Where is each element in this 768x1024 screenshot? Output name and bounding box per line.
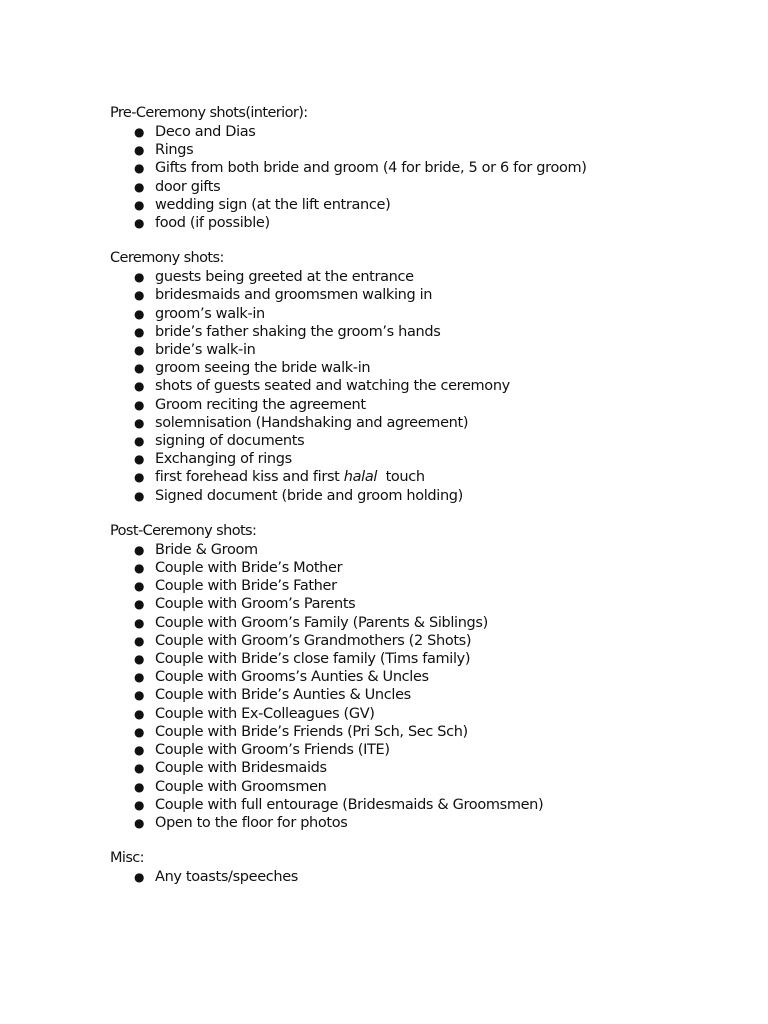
bullet-icon: ● (134, 179, 145, 194)
bullet-icon: ● (134, 779, 145, 794)
section-pre-ceremony (110, 103, 750, 232)
bullet-icon: ● (134, 706, 145, 721)
list-item (110, 741, 750, 759)
bullet-icon: ● (134, 561, 145, 576)
list-item (110, 541, 750, 559)
list-item (110, 468, 750, 486)
shot-list (110, 268, 750, 505)
bullet-icon: ● (134, 579, 145, 594)
bullet-icon: ● (134, 797, 145, 812)
list-item (110, 178, 750, 196)
list-item-text: food (if possible) (155, 215, 270, 232)
list-item (110, 268, 750, 286)
bullet-icon: ● (134, 470, 145, 485)
list-item-text-after: touch (377, 469, 425, 486)
bullet-icon: ● (134, 125, 145, 139)
list-item-text: Couple with Groom’s Friends (ITE) (155, 742, 390, 759)
list-item-text: Couple with Bride’s Friends (Pri Sch, Sec Sch) (155, 723, 468, 740)
list-item-text: Couple with Groom’s Grandmothers (2 Shots) (155, 632, 472, 649)
list-item-text: Couple with Bride’s Mother (155, 560, 343, 577)
list-item (110, 577, 750, 595)
list-item (110, 323, 750, 341)
section-heading: Ceremony shots: (110, 250, 224, 267)
list-item (110, 723, 750, 741)
list-item (110, 705, 750, 723)
list-item (110, 595, 750, 613)
list-item (110, 559, 750, 577)
list-item (110, 868, 750, 886)
bullet-icon: ● (134, 216, 145, 231)
shot-list (110, 868, 750, 886)
list-item-text: Couple with Groom’s Parents (155, 596, 356, 613)
section-heading: Post-Ceremony shots: (110, 522, 257, 539)
list-item (110, 778, 750, 796)
bullet-icon: ● (134, 343, 145, 358)
bullet-icon: ● (134, 306, 145, 321)
list-item-text: Couple with Grooms’s Aunties & Uncles (155, 669, 429, 686)
bullet-icon: ● (134, 815, 145, 830)
bullet-icon: ● (134, 270, 145, 285)
list-item (110, 686, 750, 704)
list-item-text: Couple with Bridesmaids (155, 760, 327, 777)
bullet-icon: ● (134, 743, 145, 758)
list-item (110, 432, 750, 450)
list-item (110, 650, 750, 668)
list-item-text: Couple with Bride’s Aunties & Uncles (155, 687, 411, 704)
bullet-icon: ● (134, 415, 145, 430)
bullet-icon: ● (134, 324, 145, 339)
bullet-icon: ● (134, 724, 145, 739)
list-item-text-before: first forehead kiss and first (155, 469, 344, 486)
bullet-icon: ● (134, 361, 145, 376)
bullet-icon: ● (134, 288, 145, 303)
list-item-text-italic: halal (343, 469, 378, 486)
bullet-icon: ● (134, 452, 145, 467)
list-item (110, 196, 750, 214)
list-item (110, 141, 750, 159)
bullet-icon: ● (134, 542, 145, 557)
list-item-text: Couple with Groom’s Family (Parents & Siblings) (155, 614, 488, 631)
bullet-icon: ● (134, 397, 145, 412)
bullet-icon: ● (134, 670, 145, 685)
list-item (110, 359, 750, 377)
list-item-text: Any toasts/speeches (155, 869, 299, 886)
list-item-text: Deco and Dias (155, 124, 256, 140)
bullet-icon: ● (134, 652, 145, 667)
bullet-icon: ● (134, 688, 145, 703)
list-item-text: Couple with Ex-Colleagues (GV) (155, 705, 375, 722)
list-item-text: Couple with full entourage (Bridesmaids & Groomsmen) (155, 796, 544, 813)
list-item-text: wedding sign (at the lift entrance) (155, 196, 391, 213)
shot-list (110, 541, 750, 832)
list-item (110, 159, 750, 177)
list-item-text: groom’s walk-in (155, 305, 265, 322)
document-body (110, 103, 750, 902)
section-post-ceremony (110, 521, 750, 832)
list-item (110, 305, 750, 323)
list-item-text: Open to the floor for photos (155, 814, 348, 831)
bullet-icon: ● (134, 615, 145, 630)
list-item (110, 396, 750, 414)
bullet-icon: ● (134, 434, 145, 449)
list-item (110, 214, 750, 232)
section-heading: Pre-Ceremony shots(interior): (110, 105, 308, 121)
list-item (110, 759, 750, 777)
list-item-text: signing of documents (155, 433, 305, 450)
list-item-text: bride’s walk-in (155, 342, 256, 359)
list-item-text: door gifts (155, 178, 221, 195)
bullet-icon: ● (134, 143, 145, 158)
list-item (110, 286, 750, 304)
list-item-text: Gifts from both bride and groom (4 for bride, 5 or 6 for groom) (155, 160, 587, 177)
list-item-text: groom seeing the bride walk-in (155, 360, 371, 377)
list-item (110, 450, 750, 468)
list-item (110, 814, 750, 832)
list-item (110, 632, 750, 650)
bullet-icon: ● (134, 161, 145, 176)
list-item-text: bridesmaids and groomsmen walking in (155, 287, 433, 304)
list-item-text: Couple with Bride’s close family (Tims family) (155, 651, 471, 668)
list-item (110, 414, 750, 432)
section-misc (110, 848, 750, 886)
list-item (110, 377, 750, 395)
list-item-text: Couple with Bride’s Father (155, 578, 337, 595)
bullet-icon: ● (134, 761, 145, 776)
list-item (110, 668, 750, 686)
bullet-icon: ● (134, 379, 145, 394)
list-item-text: shots of guests seated and watching the ceremony (155, 378, 510, 395)
bullet-icon: ● (134, 488, 145, 503)
list-item-text: Exchanging of rings (155, 451, 292, 468)
list-item-text: Couple with Groomsmen (155, 778, 327, 795)
list-item-text: Bride & Groom (155, 541, 258, 558)
list-item (110, 123, 750, 141)
list-item (110, 614, 750, 632)
list-item-text: Groom reciting the agreement (155, 396, 366, 413)
list-item (110, 487, 750, 505)
section-heading: Misc: (110, 850, 144, 867)
bullet-icon: ● (134, 633, 145, 648)
list-item-text: Rings (155, 142, 194, 159)
shot-list (110, 123, 750, 232)
list-item-text: guests being greeted at the entrance (155, 269, 414, 286)
section-ceremony (110, 248, 750, 505)
bullet-icon: ● (134, 597, 145, 612)
list-item-text: bride’s father shaking the groom’s hands (155, 323, 441, 340)
list-item-text: Signed document (bride and groom holding) (155, 487, 463, 504)
list-item (110, 796, 750, 814)
bullet-icon: ● (134, 197, 145, 212)
list-item-text: solemnisation (Handshaking and agreement) (155, 414, 469, 431)
list-item (110, 341, 750, 359)
bullet-icon: ● (134, 870, 145, 885)
